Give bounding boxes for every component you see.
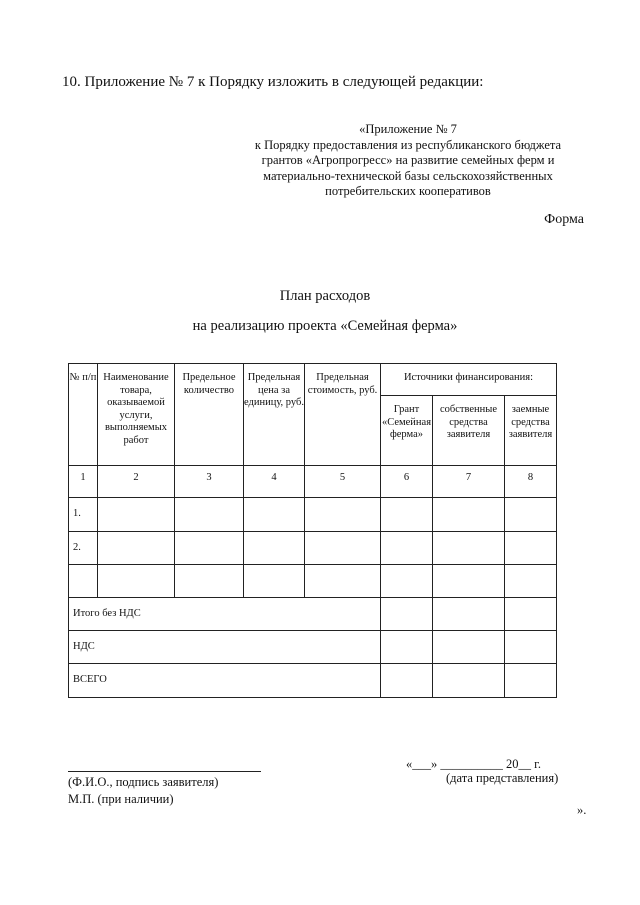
table-cell (305, 498, 381, 532)
table-cell (433, 532, 505, 565)
appendix-reference (228, 122, 588, 200)
total-row (69, 598, 557, 631)
header-quantity: Предельное количество (175, 364, 244, 466)
header-num: № п/п (69, 364, 98, 466)
table-cell (244, 565, 305, 598)
table-cell (505, 664, 557, 698)
table-cell (244, 532, 305, 565)
table-cell (381, 631, 433, 664)
header-unit-price: Предельная цена за единицу, руб. (244, 364, 305, 466)
total-label: Итого без НДС (69, 598, 381, 631)
column-number: 7 (433, 466, 505, 498)
table-cell (433, 498, 505, 532)
date-caption: (дата представления) (446, 771, 559, 785)
header-borrowed-funds: заемные средства заявителя (505, 396, 557, 466)
total-row (69, 631, 557, 664)
row-number (69, 565, 98, 598)
row-number: 1. (69, 498, 98, 532)
amendment-heading: 10. Приложение № 7 к Порядку изложить в следующей редакции: (62, 74, 484, 90)
appendix-line: «Приложение № 7 (359, 122, 457, 136)
table-cell (175, 532, 244, 565)
plan-subtitle: на реализацию проекта «Семейная ферма» (192, 318, 458, 334)
table-cell (175, 565, 244, 598)
table-cell (381, 664, 433, 698)
header-grant: Грант «Семейная ферма» (381, 396, 433, 466)
column-number: 8 (505, 466, 557, 498)
header-name: Наименование товара, оказываемой услуги, выполняемых работ (98, 364, 175, 466)
table-cell (505, 565, 557, 598)
table-cell (98, 532, 175, 565)
column-number: 4 (244, 466, 305, 498)
signature-line (68, 771, 261, 772)
closing-quote: ». (577, 803, 587, 817)
expense-plan-table (68, 363, 557, 698)
table-cell (381, 598, 433, 631)
table-cell (505, 532, 557, 565)
applicant-caption: (Ф.И.О., подпись заявителя) (68, 775, 219, 789)
grand-total-label: ВСЕГО (69, 664, 381, 698)
table-cell (305, 532, 381, 565)
table-row (69, 498, 557, 532)
header-cost: Предельная стоимость, руб. (305, 364, 381, 466)
column-number: 2 (98, 466, 175, 498)
table-cell (244, 498, 305, 532)
column-number: 1 (69, 466, 98, 498)
stamp-caption: М.П. (при наличии) (68, 792, 174, 806)
date-line: «___» __________ 20__ г. (406, 757, 541, 771)
total-row (69, 664, 557, 698)
column-number: 6 (381, 466, 433, 498)
header-own-funds: собственные средства заявителя (433, 396, 505, 466)
table-cell (381, 498, 433, 532)
column-number: 3 (175, 466, 244, 498)
table-row (69, 532, 557, 565)
table-cell (98, 498, 175, 532)
plan-title: План расходов (279, 288, 371, 304)
table-cell (433, 598, 505, 631)
table-cell (433, 631, 505, 664)
column-number: 5 (305, 466, 381, 498)
table-cell (505, 631, 557, 664)
appendix-line: потребительских кооперативов (325, 184, 491, 198)
table-cell (98, 565, 175, 598)
appendix-line: грантов «Агропрогресс» на развитие семейных ферм и (261, 153, 555, 167)
header-sources: Источники финансирования: (381, 364, 557, 396)
table-cell (505, 498, 557, 532)
table-cell (505, 598, 557, 631)
table-cell (381, 565, 433, 598)
table-cell (305, 565, 381, 598)
row-number: 2. (69, 532, 98, 565)
table-cell (381, 532, 433, 565)
table-row (69, 565, 557, 598)
appendix-line: к Порядку предоставления из республиканского бюджета (254, 137, 562, 152)
form-label: Форма (544, 212, 584, 227)
appendix-line: материально-технической базы сельскохозяйственных (263, 168, 553, 183)
table-cell (433, 565, 505, 598)
vat-label: НДС (69, 631, 381, 664)
table-cell (433, 664, 505, 698)
table-cell (175, 498, 244, 532)
